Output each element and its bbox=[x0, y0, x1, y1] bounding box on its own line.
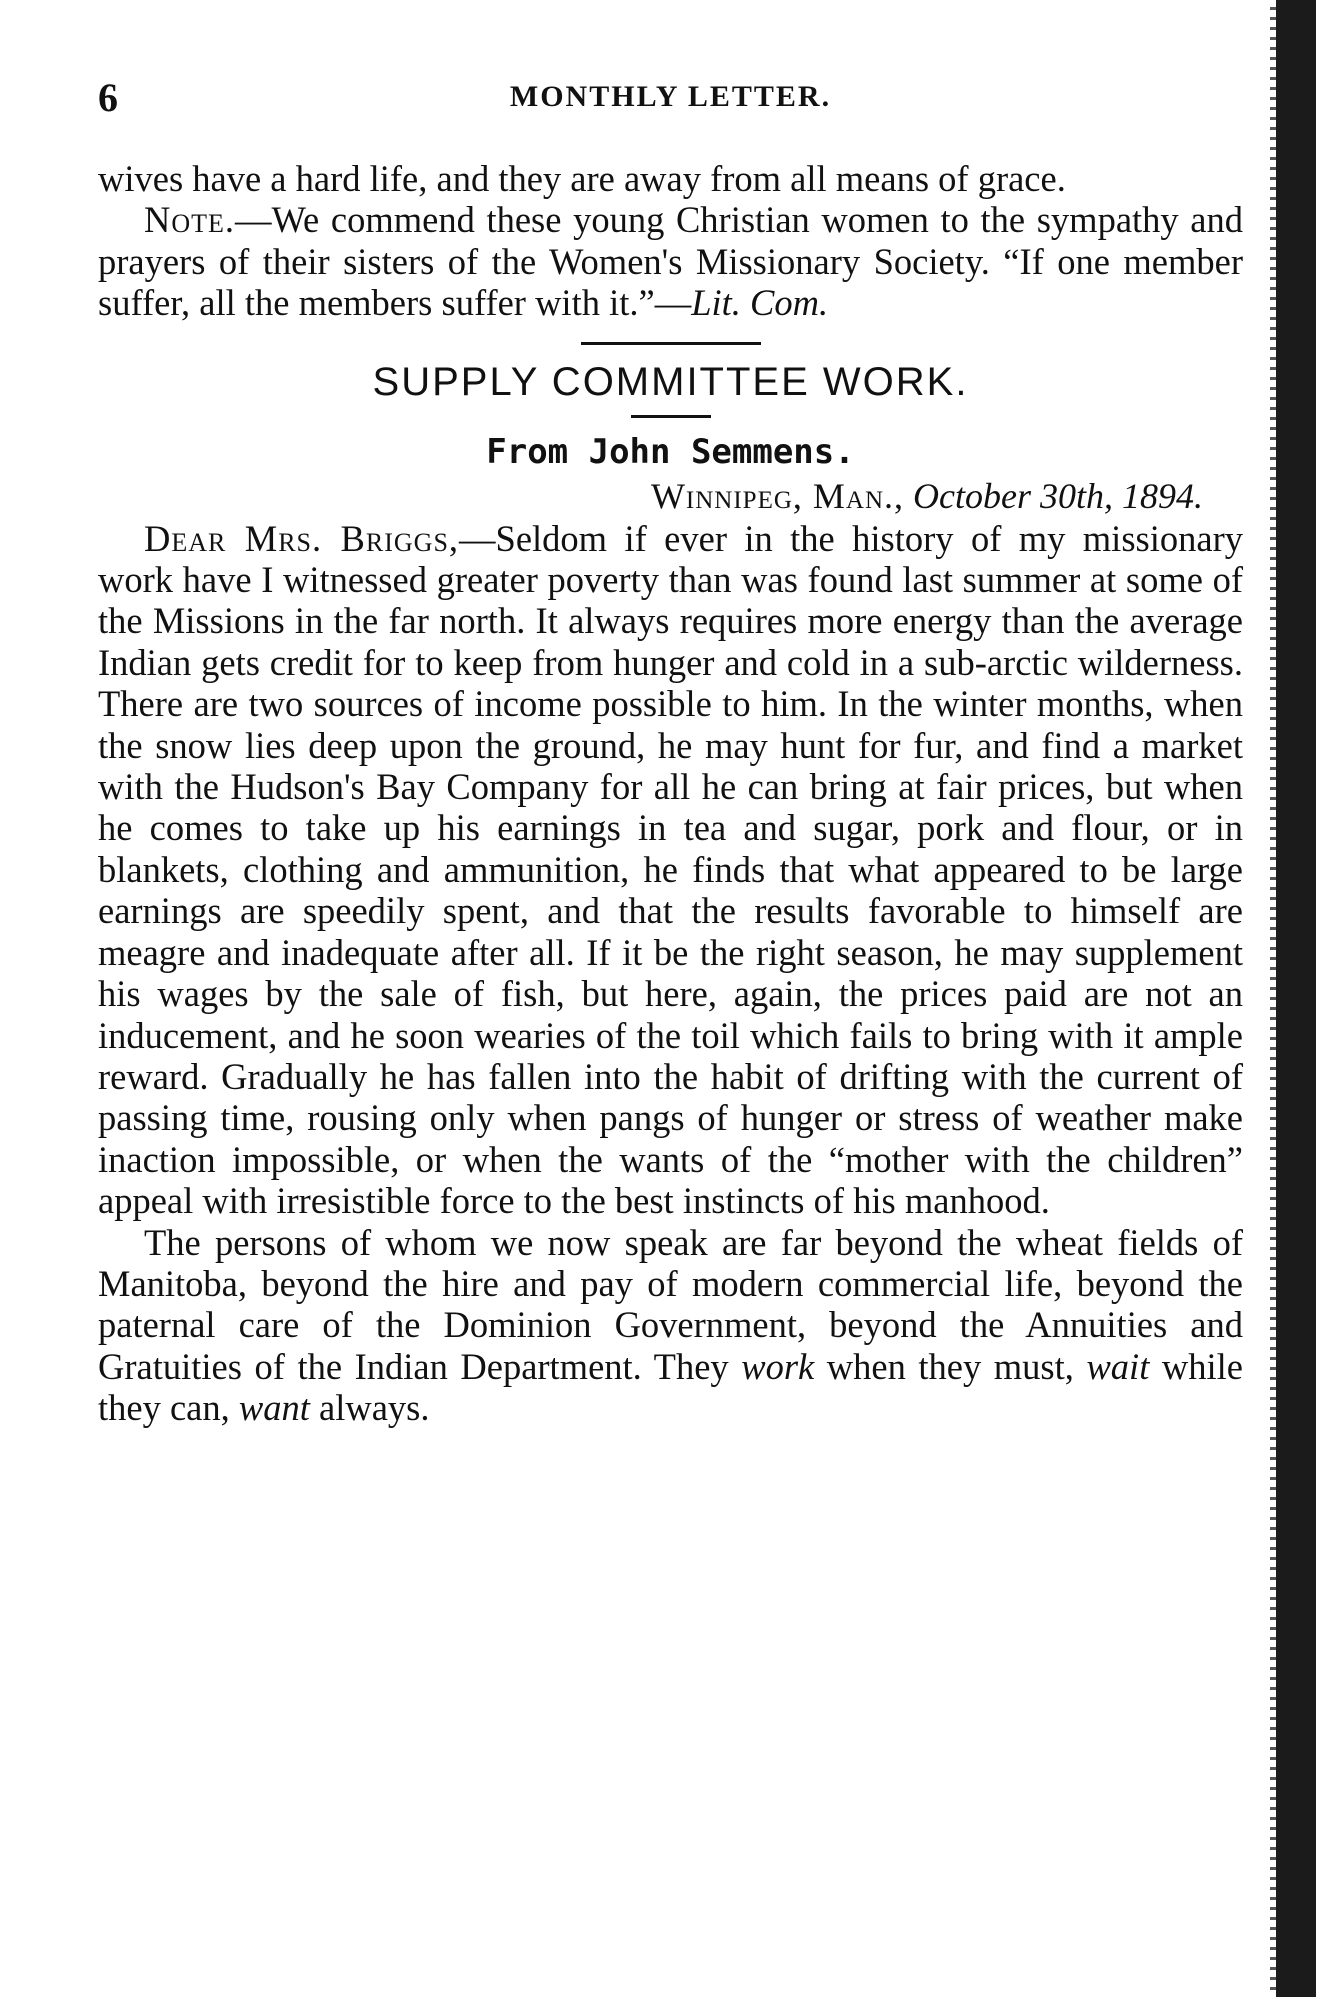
paragraph-text: always. bbox=[309, 1387, 430, 1429]
running-head: MONTHLY LETTER. bbox=[509, 80, 832, 113]
dateline-place: Winnipeg, Man., bbox=[650, 475, 905, 516]
document-page bbox=[98, 70, 1243, 1429]
byline: From John Semmens. bbox=[486, 431, 855, 472]
paragraph-text: The persons of whom we now speak are far beyond the wheat fields of Manitoba, beyond the hire and pay of modern commercial life, beyond the paternal care of the Dominion Government, beyond the Annuities and Gratuities of the Indian Department. They bbox=[98, 1221, 1243, 1387]
dateline-date: October 30th, 1894. bbox=[913, 475, 1203, 516]
dateline bbox=[98, 474, 1243, 518]
title-divider bbox=[631, 415, 711, 418]
continued-paragraph: wives have a hard life, and they are away from all means of grace. bbox=[98, 158, 1066, 199]
emphasis-work: work bbox=[741, 1345, 815, 1387]
note-body: —We commend these young Christian women to the sympathy and prayers of their sisters of the Women's Missionary Society. “If one member suffer, all the members suffer with it.”— bbox=[98, 199, 1243, 324]
paragraph-text: while they can, bbox=[98, 1345, 1243, 1429]
page-edge-bar bbox=[1276, 0, 1316, 1997]
letter-body: —Seldom if ever in the history of my missionary work have I witnessed greater poverty than was found last summer at some of the Missions in the far north. It always requires more energy than the average Indian gets credit for to keep from hunger and cold in a sub-arctic wilderness. There are two sources of income possible to him. In the winter months, when the snow lies deep upon the ground, he may hunt for fur, and find a market with the Hudson's Bay Company for all he can bring at fair prices, but when he comes to take up his earnings in tea and sugar, pork and flour, or in blankets, clothing and ammunition, he finds that what appeared to be large earnings are speedily spent, and that the results favorable to himself are meagre and inadequate after all. If it be the right season, he may supplement his wages by the sale of fish, but here, again, the prices paid are not an inducement, and he soon wearies of the toil which fails to bring with it ample reward. Gradually he has fallen into the habit of drifting with the current of passing time, rousing only when pangs of hunger or stress of weather make inaction impossible, or when the wants of the “mother with the children” appeal with irresistible force to the best instincts of his manhood. bbox=[98, 517, 1243, 1222]
emphasis-want: want bbox=[238, 1387, 310, 1429]
salutation: Dear Mrs. Briggs, bbox=[144, 517, 460, 559]
note-label: Note. bbox=[144, 199, 236, 241]
paragraph-text: when they must, bbox=[814, 1345, 1087, 1387]
section-title: SUPPLY COMMITTEE WORK. bbox=[372, 359, 969, 404]
note-paragraph bbox=[98, 199, 1243, 323]
page-header bbox=[98, 70, 1243, 134]
page-number: 6 bbox=[98, 75, 118, 120]
letter-paragraph-2 bbox=[98, 1222, 1243, 1429]
letter-paragraph bbox=[98, 518, 1243, 1222]
section-divider bbox=[581, 342, 761, 345]
note-citation: Lit. Com. bbox=[691, 282, 829, 324]
emphasis-wait: wait bbox=[1086, 1345, 1150, 1387]
